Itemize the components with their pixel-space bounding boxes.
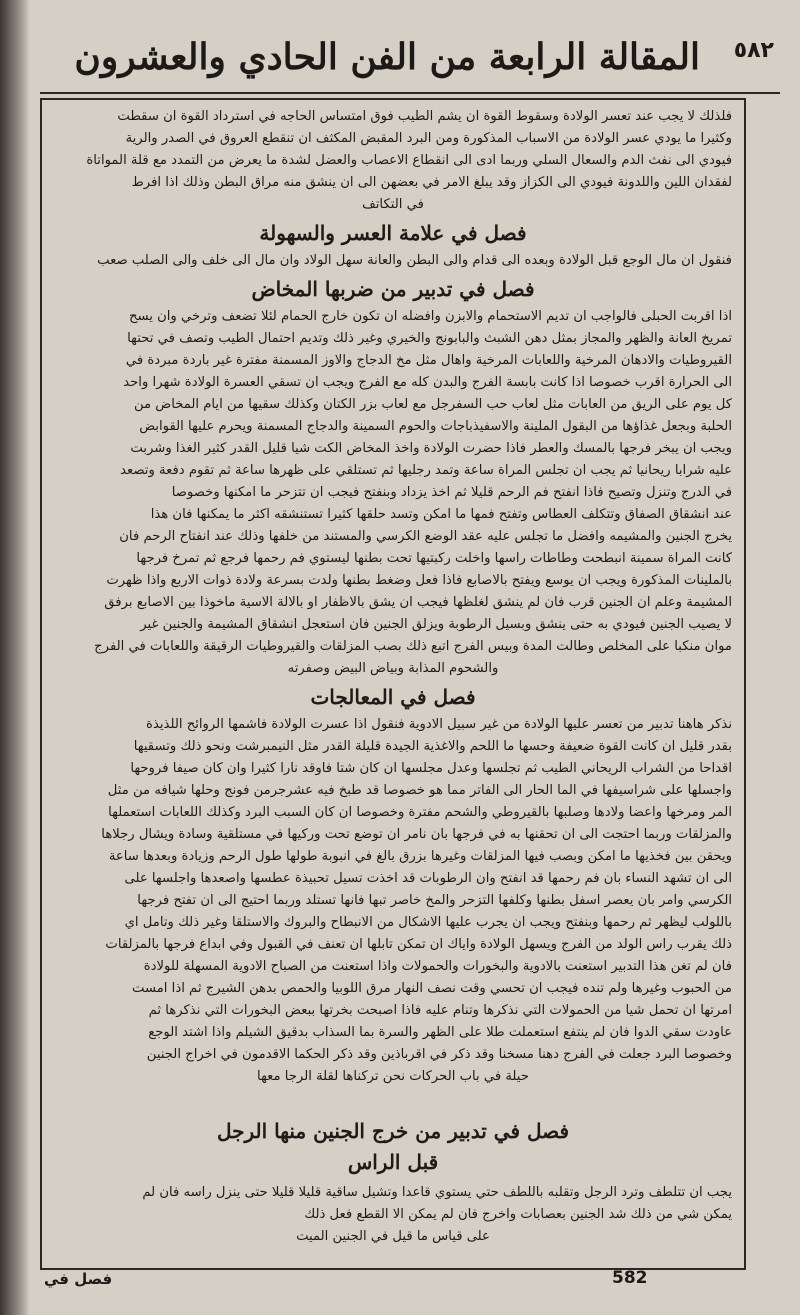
section-heading-breech: فصل في تدبير من خرج الجنين منها الرجل bbox=[216, 1119, 570, 1143]
text-line: وخصوصا البرد جعلت في الفرج دهنا مسخنا وقد ذكر في اقرباذين وقد ذكر الحكما الاقدمون في اخراج الجنين bbox=[146, 1047, 732, 1062]
text-line: على قياس ما قيل في الجنين الميت bbox=[296, 1229, 490, 1244]
section-body-breech bbox=[54, 1182, 732, 1248]
text-line: وكثيرا ما يودي عسر الولادة من الاسباب المذكورة ومن البرد المقبض المكثف ان تنقطع العروق في الصدر والرية bbox=[125, 131, 732, 146]
text-line: لفقدان اللين واللدونة فيودي الى الكزاز وقد يبلغ الامر في بعضهن الى ان ينشق منه مراق البطن وذلك اذا افرط bbox=[131, 175, 732, 190]
section-gap bbox=[54, 1088, 732, 1114]
text-line: عليه شرابا ريحانيا ثم يجب ان تجلس المراة ساعة وتمد رجليها ثم تستلقي على ظهرها ساعة ثم تقوم دفعة وتصعد bbox=[120, 463, 732, 478]
text-line: امرتها ان تحمل شيا من الحمولات التي نذكرها وتنام عليه فاذا اصبحت بخرتها ببعض البخورات التي نذكرها ثم bbox=[148, 1003, 732, 1018]
text-line: الى ان تشهد النساء بان فم رحمها قد انفتح وان الرطوبات قد اخذت تسيل تحبيذة عطسها واصعدها واجلسها على bbox=[124, 871, 732, 886]
text-line: عاودت سقي الدوا فان لم ينتفع استعملت طلا على الظهر والسرة بما السذاب بدقيق الشيلم واذا اشتد الوجع bbox=[148, 1025, 732, 1040]
text-line: اقداحا من الشراب الريحاني الطيب ثم تجلسها وعدل مجلسها ان كان شتا فاوقد نارا كثيرا وان كان صيفا فروحها bbox=[130, 761, 732, 776]
text-line: حيلة في باب الحركات نحن تركناها لقلة الرجا معها bbox=[257, 1069, 529, 1084]
text-line: في التكاتف bbox=[362, 197, 424, 212]
text-line: ذلك يقرب راس الولد من الفرج ويسهل الولادة واياك ان تمكن تابلها ان تعنف في القبول وفي ابداع فرجها بالمزلقات bbox=[105, 937, 732, 952]
text-line: ويحقن بين فخذيها ما امكن وبصب فيها المزلقات وغيرها بزرق بالغ في انبوبة طولها طول الرحم وزيادة وبعدها ساعة bbox=[108, 849, 732, 864]
text-line: فلذلك لا يجب عند تعسر الولادة وسقوط القوة ان يشم الطيب فوق امتساس الحاجه في استرداد القوة ان سقطت bbox=[117, 109, 732, 124]
text-line: يجب ان تتلطف وترد الرجل وتقلبه باللطف حتي يستوي قاعدا وتشيل ساقية قليلا قليلا حتى ينزل راسه فان لم bbox=[142, 1185, 732, 1200]
page-header bbox=[40, 30, 780, 94]
text-line: بقدر قليل ان كانت القوة ضعيفة وحسها ما اللحم والاغذية الجيدة قليلة القدر مثل النيمبرشت ونحو ذلك وتسقيها bbox=[133, 739, 732, 754]
text-line: لا يصيب الجنين فيودي به حتى ينشق وبسيل الرطوبة ويزلق الجنين فان استعجل انشقاق المشيمة والجنين غير bbox=[140, 617, 732, 632]
text-frame bbox=[40, 98, 746, 1270]
text-line: فنقول ان مال الوجع قبل الولادة وبعده الى قدام والى البطن والعانة سهل الولاد وان مال الى خلف والى الصلب صعب bbox=[97, 253, 732, 268]
text-line: تمريخ العانة والظهر والمجاز بمثل دهن الشبث والبابونج والخيري وغير ذلك وتديم احتمال الطيب وتصف في تحتها bbox=[127, 331, 732, 346]
section-heading-breech-sub: قبل الراس bbox=[347, 1150, 439, 1174]
running-title: المقالة الرابعة من الفن الحادي والعشرون bbox=[74, 36, 700, 78]
section-heading-labor: فصل في تدبير من ضربها المخاض bbox=[251, 277, 535, 301]
footer-page-number: 582 bbox=[612, 1268, 648, 1288]
text-line: الحلبة وبجعل غذاؤها من البقول الملينة والاسفيذباجات والحوم السمينة والدجاج المسمنة ويحرم عليها القوابض bbox=[139, 419, 732, 434]
text-line: كانت المراة سمينة انبطحت وطاطات راسها واخلت ركبتيها تحت بطنها ليستوي فم رحمها فرجع ثم تمرخ فرجها bbox=[136, 551, 732, 566]
text-line: واجسلها على شراسيفها في الما الحار الى الفاتر مما هو خصوصا قد طبخ فيه عشرجرمن فونج وحلها شيافه من مثل bbox=[107, 783, 732, 798]
binding-shadow bbox=[0, 0, 30, 1315]
text-line: ويجب ان يبخر فرجها بالمسك والعطر فاذا حضرت الولادة واخذ المخاض الكت شيا قليل القدر كثير الغذا وشربت bbox=[130, 441, 732, 456]
text-line: من الحبوب وغيرها ولم تنده فيجب ان تحسي وقت نصف النهار مرق اللوبيا والحمص بدهن الشيرج ثم اذا امست bbox=[132, 981, 732, 996]
section-heading-signs: فصل في علامة العسر والسهولة bbox=[259, 221, 527, 245]
text-line: والشحوم المذابة وبياض البيض وصفرته bbox=[287, 661, 499, 676]
text-line: المشيمة وعلم ان الجنين قرب فان لم ينشق لغلظها فيجب ان يشق بالاظفار او بالالة الاسية ماخوذا بين الاصابع برفق bbox=[104, 595, 732, 610]
text-line: عند انشقاق الصفاق وتتكلف العطاس وتفتح فمها ما امكن وتسد حلقها كثيرا تستنشقه اكثر ما يمكنها فان هذا bbox=[150, 507, 732, 522]
text-line: الكرسي وامر بان يعصر اسفل بطنها وكلفها التزحر والمخ خاصر تبها فانها تستلد وربما احتيج الى ان تفتح فرجها bbox=[137, 893, 732, 908]
header-page-number: ٥٨٢ bbox=[733, 38, 774, 63]
text-line: بالملينات المذكورة ويجب ان يوسع ويفتح بالاصابع فاذا فعل وضغط بطنها ولدت بسرعة ولادة ذوات الاربع واذا ظهرت bbox=[106, 573, 732, 588]
text-line: فان لم تغن هذا التدبير استعنت بالادوية والبخورات والحمولات واذا استعنت من الصباح الادوية المسهلة للولادة bbox=[143, 959, 732, 974]
text-line: الى الحرارة اقرب خصوصا اذا كانت بابسة الفرج والبدن كله مع الفرج ويجب ان تسقي العسرة الولادة شهرا واحد bbox=[123, 375, 732, 390]
text-line: القيروطيات والادهان المرخية واللعابات المرخية واهال مثل مخ الدجاج والاوز المسمنة مفترة غير باردة مبردة في bbox=[125, 353, 732, 368]
text-body bbox=[54, 106, 732, 1256]
text-line: كل يوم على الريق من العابات مثل لعاب حب السفرجل مع لعاب بزر الكتان وكذلك سقيها من ايام المخاض من bbox=[133, 397, 732, 412]
catchword: فصل في bbox=[44, 1270, 113, 1288]
text-line: نذكر هاهنا تدبير من تعسر عليها الولادة من غير سبيل الادوية فنقول اذا عسرت الولادة فاشمها الروائح اللذيذة bbox=[146, 717, 732, 732]
section-body-treatments bbox=[54, 714, 732, 1088]
section-body-labor bbox=[54, 306, 732, 680]
section-heading-treatments: فصل في المعالجات bbox=[310, 685, 476, 709]
intro-paragraph bbox=[54, 106, 732, 216]
text-line: يمكن شي من ذلك شد الجنين بعصابات واخرج فان لم يمكن الا القطع فعل ذلك bbox=[304, 1207, 732, 1222]
text-line: والمزلقات وربما احتجت الى ان تحقنها به في فرجها بان نامر ان توضع تحت وركيها في مستلقية وسادة ويشال رجلاها bbox=[101, 827, 732, 842]
text-line: فيودي الى نفث الدم والسعال السلي وربما ادى الى انقطاع الاعصاب والعضل لشدة ما يعرض من التمدد مع قلة المواتاة bbox=[86, 153, 732, 168]
section-body-signs bbox=[54, 250, 732, 272]
text-line: اذا اقربت الحبلى فالواجب ان تديم الاستحمام والابزن وافضله ان تكون خارج الحمام لئلا تضعف وترخي وان يسح bbox=[128, 309, 732, 324]
text-line: المر ومرخها واعضا ولادها وصلبها بالقيروطي والشحم مفترة وخصوصا ان كان السبب البرد وكذلك اللعابات استعملها bbox=[108, 805, 732, 820]
text-line: باللولب ليظهر ثم رحمها وبنفتح ويجب ان يجرب عليها الاشكال من الانبطاح والبروك والاستلقا وغير ذلك وتامل اي bbox=[124, 915, 732, 930]
text-line: موان منكبا على المخلص وطالت المدة وبيس الفرج اتبع ذلك بصب المزلقات والقيروطيات الرقيقة واللعابات في الفرج bbox=[94, 639, 732, 654]
text-line: في الدرج وتنزل وتصيح فاذا انفتح فم الرحم قليلا ثم اخذ يزداد وبنفتح فيجب ان تتزحر ما امكنها وخصوصا bbox=[171, 485, 732, 500]
text-line: يخرج الجنين والمشيمه وافضل ما تجلس عليه عقد الوضع الكرسي والمستند من خلفها وذلك عند انفتاح الرحم فان bbox=[119, 529, 732, 544]
